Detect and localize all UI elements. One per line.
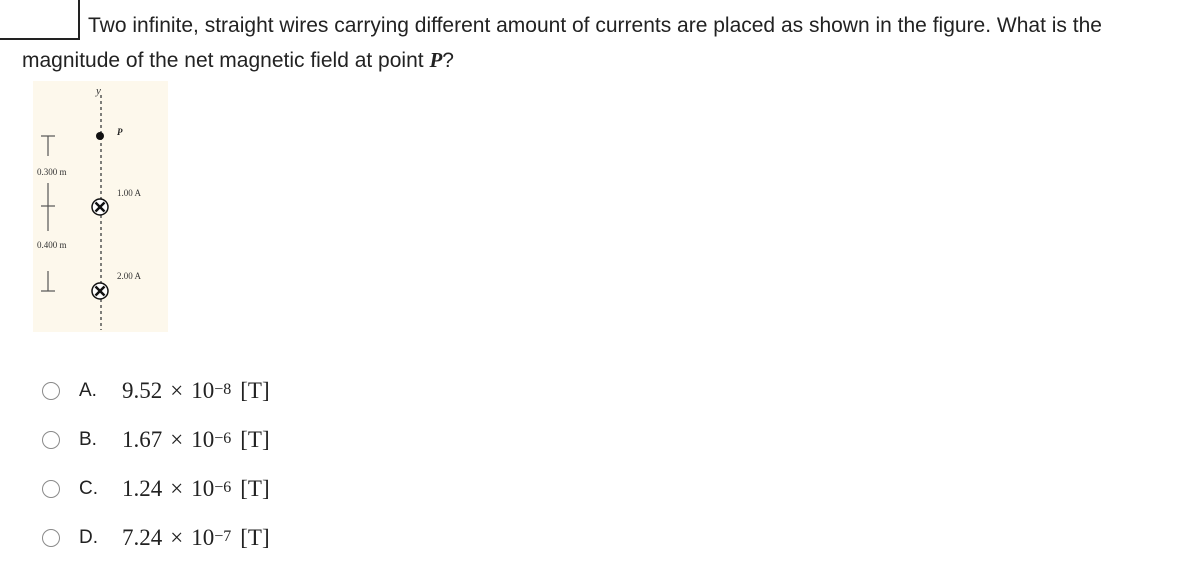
wire-diagram: [33, 81, 168, 332]
option-b-letter: B.: [79, 428, 97, 450]
option-d-base: 10: [191, 524, 215, 550]
current-top-label: 1.00 A: [117, 188, 142, 198]
current-bottom-label: 2.00 A: [117, 271, 142, 281]
radio-a[interactable]: [42, 382, 60, 400]
option-c[interactable]: [42, 464, 270, 513]
option-a-unit: [T]: [240, 377, 270, 403]
option-b-mantissa: 1.67: [122, 426, 163, 452]
option-a-letter: A.: [79, 379, 97, 401]
option-a-base: 10: [191, 377, 215, 403]
wire-figure: [33, 81, 168, 332]
option-d[interactable]: [42, 513, 270, 562]
point-p-label: P: [117, 127, 123, 137]
option-c-value: 1.24 × 10 $^{-6}$ [T]: [122, 475, 270, 501]
question-end: ?: [442, 49, 454, 72]
distance-top-label: 0.300 m: [37, 167, 67, 177]
wire-bottom-symbol: [92, 283, 108, 299]
option-c-times: ×: [170, 475, 184, 501]
option-d-letter: D.: [79, 526, 98, 548]
y-axis-label: y: [96, 85, 101, 97]
radio-d[interactable]: [42, 529, 60, 547]
option-a-value: 9.52 × 10 $^{-8}$ [T]: [122, 377, 270, 403]
radio-c[interactable]: [42, 480, 60, 498]
question-variable: P: [429, 48, 443, 72]
option-a-times: ×: [170, 377, 184, 403]
radio-b[interactable]: [42, 431, 60, 449]
option-d-unit: [T]: [240, 524, 270, 550]
option-c-mantissa: 1.24: [122, 475, 163, 501]
option-b-unit: [T]: [240, 426, 270, 452]
option-d-times: ×: [170, 524, 184, 550]
option-b[interactable]: [42, 415, 270, 464]
option-d-value: 7.24 × 10 $^{-7}$ [T]: [122, 524, 270, 550]
option-b-value: 1.67 × 10 $^{-6}$ [T]: [122, 426, 270, 452]
option-c-base: 10: [191, 475, 215, 501]
question-body: Two infinite, straight wires carrying different amount of currents are placed as shown in the figure. What is the magnitude of the net magnetic field at point: [22, 14, 1102, 72]
option-b-times: ×: [170, 426, 184, 452]
wire-top-symbol: [92, 199, 108, 215]
option-a-mantissa: 9.52: [122, 377, 163, 403]
question-text: [22, 9, 1172, 78]
option-b-base: 10: [191, 426, 215, 452]
point-p-dot: [96, 132, 104, 140]
option-d-mantissa: 7.24: [122, 524, 163, 550]
option-c-unit: [T]: [240, 475, 270, 501]
distance-bottom-label: 0.400 m: [37, 240, 67, 250]
option-c-letter: C.: [79, 477, 98, 499]
option-a[interactable]: [42, 366, 270, 415]
answer-options: [42, 366, 270, 562]
